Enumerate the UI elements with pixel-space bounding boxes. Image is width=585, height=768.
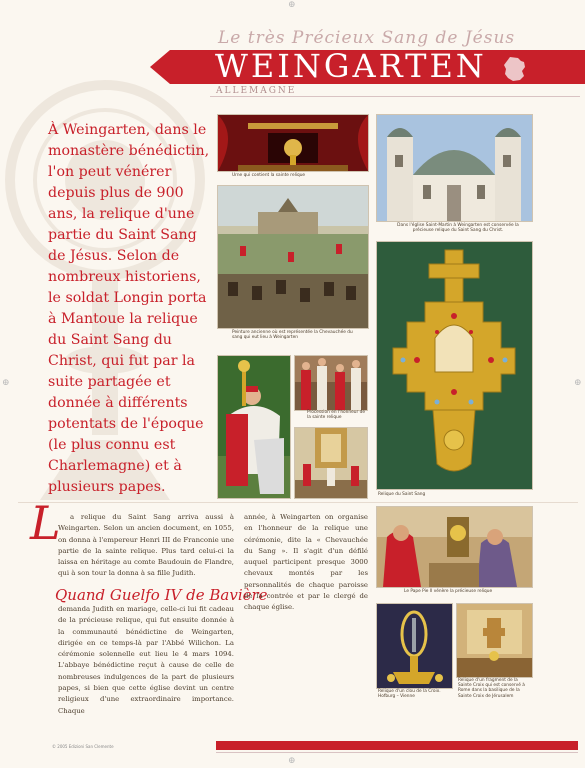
registration-mark-icon: ⊕: [288, 756, 296, 766]
caption-fragment: Relique d'un fragment de la Sainte Croix qui est conservé à Rome dans la basilique de la Sainte Croix de Jérusalem: [458, 678, 525, 699]
intro-text: À Weingarten, dans le monastère bénédictin, l'on peut vénérer depuis plus de 900 ans, la relique d'une partie du Saint Sang de Jésus. Selon de nombreux historiens, le soldat Longin porta à Mantoue la relique du Saint Sang du Christ, qui fut par la suite partagée et donnée à différents potentats de l'époque (le plus connu est Charlemagne) et à plusieurs papes.: [48, 122, 210, 495]
photo-eglise: [376, 114, 533, 222]
body-subheading: Quand Guelfo IV de Bavière: [55, 586, 268, 604]
registration-mark-icon: ⊕: [574, 378, 582, 388]
registration-mark-icon: ⊕: [288, 0, 296, 10]
photo-pape: [376, 506, 533, 588]
registration-mark-icon: ⊕: [2, 378, 10, 388]
caption-croix: Relique d'un clou de la Croix. Hofburg – Vienne: [378, 689, 441, 700]
body-paragraph-2: demanda Judith en mariage, celle-ci lui fit cadeau de la précieuse relique, qui fut ensuite donnée à la communauté bénédictine de Weingarten, dirigée en ce temps-là par l'Abbé Wilichon. La cérémonie solennelle eut lieu le 4 mars 1094. L'abbaye bénédictine reçut à cause de celle de nombreuses indulgences de la part de plusieurs papes, si bien que cette église devint un centre religieux d'une extraordinaire importance. Chaque: [58, 605, 234, 715]
photo-clou: [376, 603, 453, 689]
caption-pape: Le Pape Pie II vénère la précieuse relique: [404, 589, 493, 594]
page-title: WEINGARTEN: [215, 47, 487, 85]
caption-urne: Urne qui contient la sainte relique: [232, 173, 306, 178]
country-label: ALLEMAGNE: [216, 86, 297, 96]
copyright: © 2005 Edizioni San Clemente: [52, 744, 114, 749]
footer-ribbon: [216, 741, 578, 750]
photo-cavalier: [217, 355, 291, 499]
tagline: Le très Précieux Sang de Jésus: [218, 28, 516, 48]
body-paragraph-1: a relique du Saint Sang arriva aussi à Weingarten. Selon un ancien document, en 1055, on donna à l'empereur Henri III de Franconie une partie de la sainte relique. Plus tard celui-ci la laissa en héritage au comte Baudouin de Flandre, qui à son tour la donna à sa fille Judith.: [58, 513, 234, 578]
section-divider: [18, 502, 578, 503]
photo-relique: [376, 241, 533, 490]
caption-procession: Procession en l'honneur de la sainte relique: [307, 410, 365, 421]
photo-procession-1: [294, 355, 368, 411]
photo-peinture: [217, 185, 369, 329]
caption-peinture: Peinture ancienne où est représentée la Chevauchée du sang qui eut lieu à Weingarten: [232, 330, 353, 341]
dropcap: L: [30, 496, 61, 550]
germany-map-icon: [500, 56, 530, 82]
photo-fragment: [456, 603, 533, 678]
body-paragraph-3: année, à Weingarten on organise en l'honneur de la relique une cérémonie, dite la « Chevauchée du Sang ». Il s'agit d'un défilé auquel participent presque 3000 chevaux montés par les personnalités de chaque paroisse de la contrée et par le clergé de chaque église.: [244, 513, 368, 612]
footer-rule: [216, 752, 578, 753]
caption-relique: Relique du Saint Sang: [378, 492, 426, 497]
header-rule: [210, 96, 580, 97]
photo-procession-2: [294, 427, 368, 499]
caption-eglise: Dans l'église Saint-Martin à Weingarten est conservée la précieuse relique du Saint Sang du Christ.: [397, 223, 519, 234]
photo-urne: [217, 114, 369, 172]
